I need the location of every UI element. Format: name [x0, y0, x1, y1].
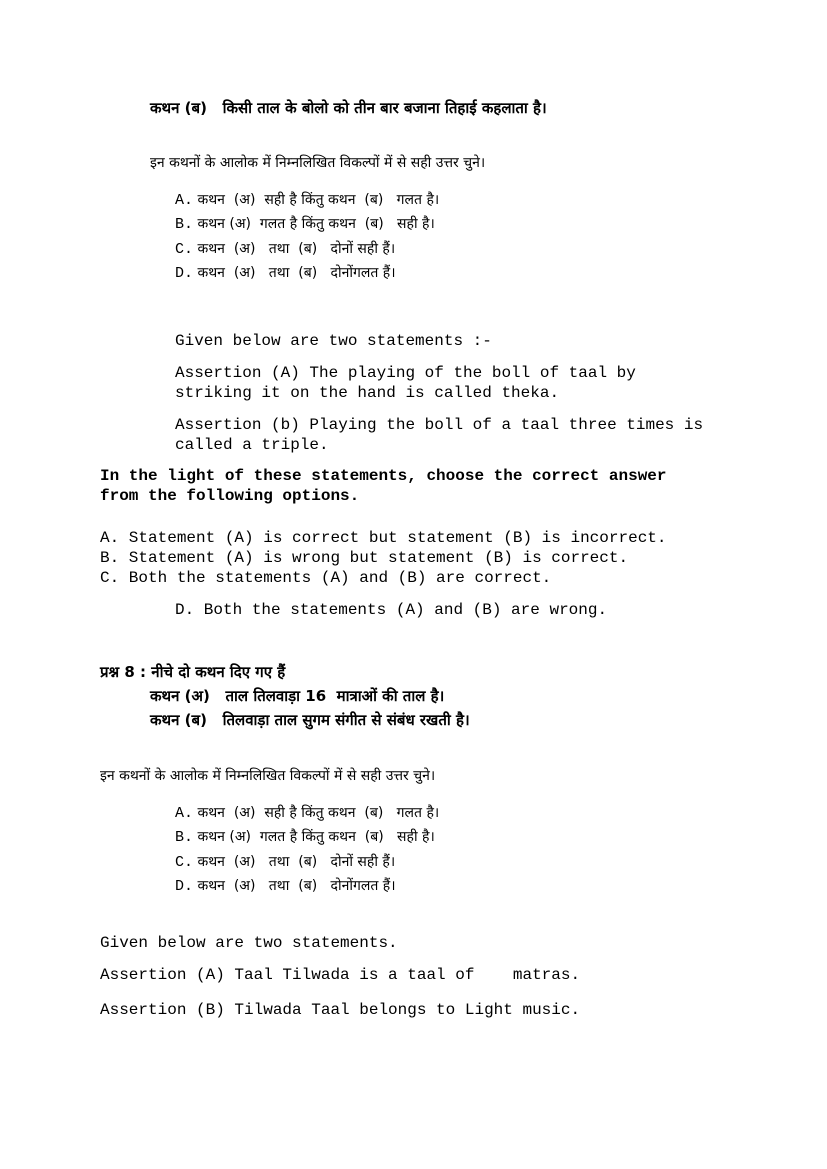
q8-hindi-option-c: C. कथन (अ) तथा (ब) दोनों सही हैं।	[175, 854, 396, 871]
q7-hindi-option-b: B. कथन (अ) गलत है किंतु कथन (ब) सही है।	[175, 216, 435, 233]
q7-english-assertion-b-line2: called a triple.	[175, 436, 329, 454]
q7-hindi-option-a: A. कथन (अ) सही है किंतु कथन (ब) गलत है।	[175, 192, 440, 209]
q7-english-intro: Given below are two statements :-	[175, 332, 492, 350]
q7-english-option-a: A. Statement (A) is correct but statement (B) is incorrect.	[100, 529, 667, 547]
q8-hindi-heading: प्रश्न 8 : नीचे दो कथन दिए गए हैं	[100, 663, 286, 681]
q8-hindi-statement-b: कथन (ब) तिलवाड़ा ताल सुगम संगीत से संबंध रखती है।	[150, 711, 470, 729]
q7-english-option-d: D. Both the statements (A) and (B) are wrong.	[175, 601, 608, 619]
q7-english-instruction-line1: In the light of these statements, choose the correct answer	[100, 467, 667, 485]
q7-english-assertion-a-line1: Assertion (A) The playing of the boll of taal by	[175, 364, 636, 382]
q7-hindi-instruction: इन कथनों के आलोक में निम्नलिखित विकल्पों में से सही उत्तर चुने।	[150, 155, 486, 171]
q8-hindi-option-b: B. कथन (अ) गलत है किंतु कथन (ब) सही है।	[175, 829, 435, 846]
q7-english-assertion-b-line1: Assertion (b) Playing the boll of a taal three times is	[175, 416, 704, 434]
q8-hindi-statement-a: कथन (अ) ताल तिलवाड़ा 16 मात्राओं की ताल है।	[150, 687, 445, 705]
q8-hindi-option-d: D. कथन (अ) तथा (ब) दोनोंगलत हैं।	[175, 878, 396, 895]
q7-hindi-option-c: C. कथन (अ) तथा (ब) दोनों सही हैं।	[175, 241, 396, 258]
q8-hindi-option-a: A. कथन (अ) सही है किंतु कथन (ब) गलत है।	[175, 805, 440, 822]
q8-hindi-instruction: इन कथनों के आलोक में निम्नलिखित विकल्पों में से सही उत्तर चुने।	[100, 768, 436, 784]
q7-english-assertion-a-line2: striking it on the hand is called theka.	[175, 384, 560, 402]
q8-english-intro: Given below are two statements.	[100, 934, 398, 952]
q8-english-assertion-a: Assertion (A) Taal Tilwada is a taal of matras.	[100, 966, 581, 984]
q7-hindi-statement-b: कथन (ब) किसी ताल के बोलो को तीन बार बजाना तिहाई कहलाता है।	[150, 99, 547, 117]
q7-english-option-c: C. Both the statements (A) and (B) are correct.	[100, 569, 552, 587]
q8-english-assertion-b: Assertion (B) Tilwada Taal belongs to Light music.	[100, 1001, 581, 1019]
q7-english-instruction-line2: from the following options.	[100, 487, 360, 505]
q7-hindi-option-d: D. कथन (अ) तथा (ब) दोनोंगलत हैं।	[175, 265, 396, 282]
q7-english-option-b: B. Statement (A) is wrong but statement (B) is correct.	[100, 549, 629, 567]
